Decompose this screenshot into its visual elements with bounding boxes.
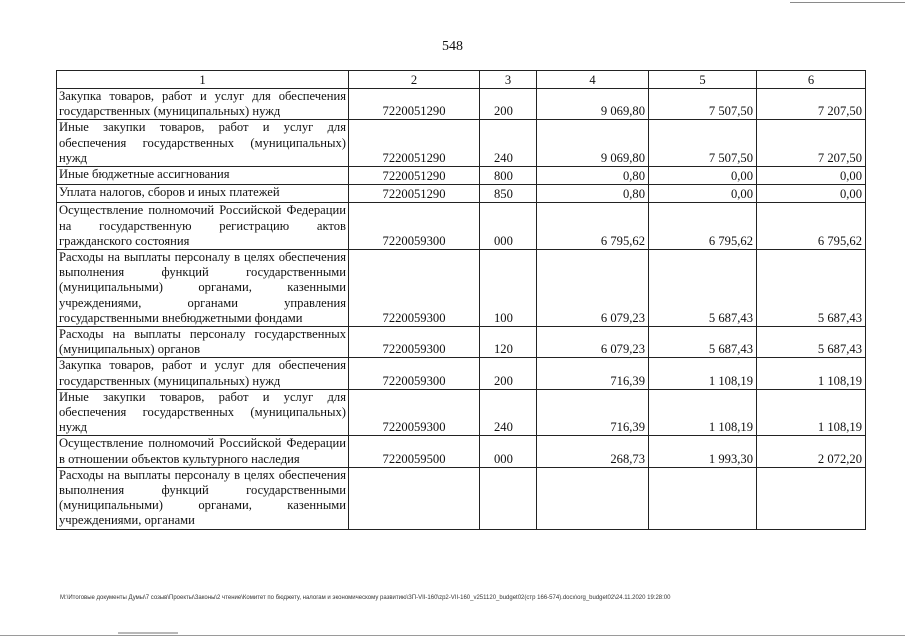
row-name: Расходы на выплаты персоналу государственных (муниципальных) органов (57, 327, 349, 358)
column-header-name: 1 (57, 71, 349, 89)
footer-file-path: M:\Итоговые документы Думы\7 созыв\Проекты\Законы\2 чтение\Комитет по бюджету, налогам и экономическому развитию\ЗП-VII-160\zp2-VII-160_v251120_budget02(стр 166-574).docx\org_budget02\24.11.2020 19:28:00 (60, 595, 671, 601)
row-name: Осуществление полномочий Российской Федерации в отношении объектов культурного наследия (57, 436, 349, 467)
table-row (57, 167, 866, 185)
row-expense-type: 000 (480, 203, 537, 250)
row-expense-type: 200 (480, 358, 537, 389)
row-name: Иные закупки товаров, работ и услуг для обеспечения государственных (муниципальных) нужд (57, 389, 349, 436)
column-header-year-1: 4 (537, 71, 649, 89)
row-amount-1: 0,80 (537, 185, 649, 203)
row-expense-type (480, 467, 537, 529)
table-row (57, 185, 866, 203)
row-amount-1: 6 079,23 (537, 327, 649, 358)
top-edge-rule (790, 2, 905, 3)
budget-table (56, 70, 866, 530)
row-amount-1: 716,39 (537, 358, 649, 389)
row-amount-3: 0,00 (757, 185, 866, 203)
page-number: 548 (442, 39, 463, 54)
column-header-year-2: 5 (649, 71, 757, 89)
row-target-code: 7220051290 (349, 185, 480, 203)
row-expense-type: 200 (480, 89, 537, 120)
row-name: Закупка товаров, работ и услуг для обеспечения государственных (муниципальных) нужд (57, 89, 349, 120)
row-amount-3: 7 207,50 (757, 89, 866, 120)
row-amount-2: 7 507,50 (649, 120, 757, 167)
row-amount-3 (757, 467, 866, 529)
row-target-code: 7220059300 (349, 358, 480, 389)
bottom-edge-rule (0, 635, 905, 636)
table-row (57, 358, 866, 389)
column-header-code: 2 (349, 71, 480, 89)
row-amount-3: 1 108,19 (757, 389, 866, 436)
row-amount-3: 7 207,50 (757, 120, 866, 167)
row-amount-3: 0,00 (757, 167, 866, 185)
row-target-code: 7220051290 (349, 167, 480, 185)
row-amount-1: 6 795,62 (537, 203, 649, 250)
table-row (57, 203, 866, 250)
table-row (57, 89, 866, 120)
row-expense-type: 800 (480, 167, 537, 185)
table-header-row (57, 71, 866, 89)
column-header-type: 3 (480, 71, 537, 89)
table-row (57, 327, 866, 358)
row-amount-1: 6 079,23 (537, 250, 649, 327)
row-amount-1: 9 069,80 (537, 120, 649, 167)
row-name: Уплата налогов, сборов и иных платежей (57, 185, 349, 203)
row-target-code: 7220059500 (349, 436, 480, 467)
row-amount-2: 5 687,43 (649, 250, 757, 327)
row-name: Иные закупки товаров, работ и услуг для обеспечения государственных (муниципальных) нужд (57, 120, 349, 167)
row-amount-3: 5 687,43 (757, 327, 866, 358)
row-amount-3: 2 072,20 (757, 436, 866, 467)
row-amount-3: 1 108,19 (757, 358, 866, 389)
row-amount-1: 9 069,80 (537, 89, 649, 120)
row-amount-3: 6 795,62 (757, 203, 866, 250)
column-header-year-3: 6 (757, 71, 866, 89)
row-amount-2: 0,00 (649, 167, 757, 185)
row-amount-2: 1 108,19 (649, 389, 757, 436)
row-target-code (349, 467, 480, 529)
row-amount-3: 5 687,43 (757, 250, 866, 327)
scan-smudge (118, 632, 178, 634)
row-name: Осуществление полномочий Российской Федерации на государственную регистрацию актов гражданского состояния (57, 203, 349, 250)
row-target-code: 7220059300 (349, 250, 480, 327)
row-name: Расходы на выплаты персоналу в целях обеспечения выполнения функций государственными (муниципальными) органами, казенными учреждениями, органами (57, 467, 349, 529)
row-expense-type: 100 (480, 250, 537, 327)
table-row (57, 120, 866, 167)
row-amount-2: 0,00 (649, 185, 757, 203)
row-amount-1 (537, 467, 649, 529)
row-expense-type: 120 (480, 327, 537, 358)
row-name: Расходы на выплаты персоналу в целях обеспечения выполнения функций государственными (муниципальными) органами, казенными учреждениями, органами управления государственными внебюджетными фондами (57, 250, 349, 327)
row-expense-type: 850 (480, 185, 537, 203)
row-name: Иные бюджетные ассигнования (57, 167, 349, 185)
row-expense-type: 000 (480, 436, 537, 467)
row-amount-1: 716,39 (537, 389, 649, 436)
row-amount-1: 0,80 (537, 167, 649, 185)
row-expense-type: 240 (480, 389, 537, 436)
table-row (57, 250, 866, 327)
row-amount-2: 1 108,19 (649, 358, 757, 389)
row-amount-2: 6 795,62 (649, 203, 757, 250)
table-row (57, 436, 866, 467)
row-target-code: 7220051290 (349, 89, 480, 120)
table-row (57, 389, 866, 436)
row-target-code: 7220059300 (349, 389, 480, 436)
row-target-code: 7220051290 (349, 120, 480, 167)
row-amount-2: 5 687,43 (649, 327, 757, 358)
row-amount-1: 268,73 (537, 436, 649, 467)
row-expense-type: 240 (480, 120, 537, 167)
row-name: Закупка товаров, работ и услуг для обеспечения государственных (муниципальных) нужд (57, 358, 349, 389)
row-target-code: 7220059300 (349, 203, 480, 250)
row-amount-2: 7 507,50 (649, 89, 757, 120)
row-target-code: 7220059300 (349, 327, 480, 358)
row-amount-2 (649, 467, 757, 529)
row-amount-2: 1 993,30 (649, 436, 757, 467)
table-row (57, 467, 866, 529)
